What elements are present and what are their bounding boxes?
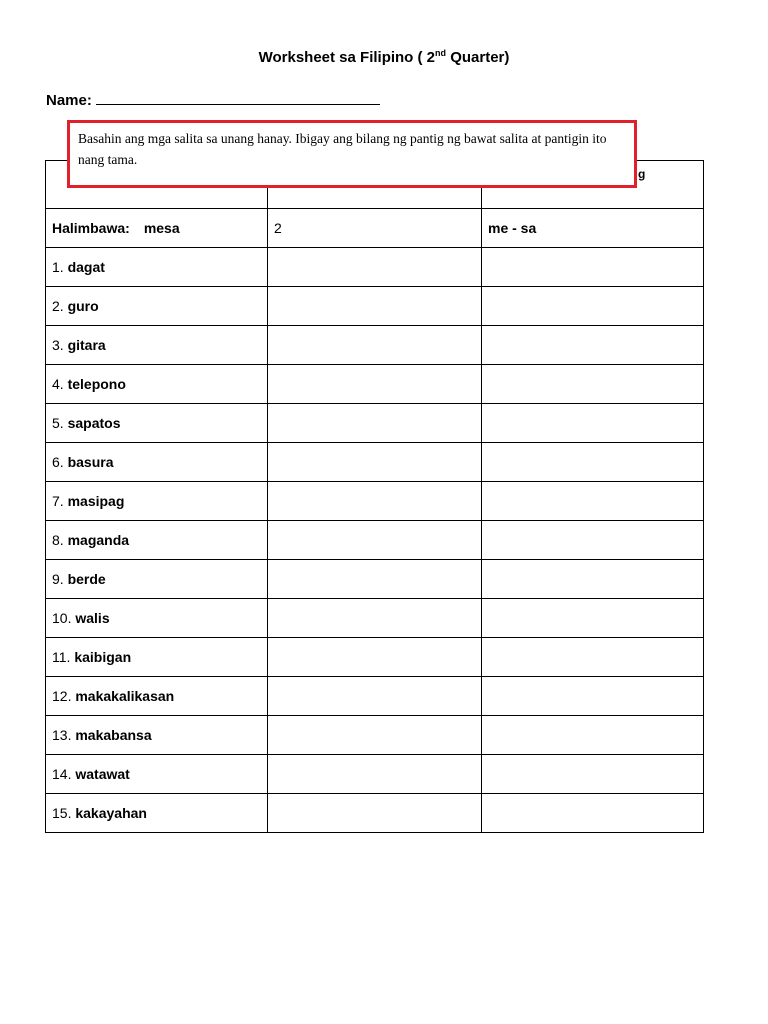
syllabication-cell[interactable] — [482, 404, 704, 443]
item-number: 2. — [52, 298, 64, 314]
item-word: masipag — [67, 493, 125, 509]
example-word: mesa — [143, 220, 180, 236]
table-row — [46, 599, 704, 638]
table-row — [46, 287, 704, 326]
name-field — [46, 88, 380, 109]
syllable-count-cell[interactable] — [268, 287, 482, 326]
syllabication-cell[interactable] — [482, 599, 704, 638]
item-rows — [46, 248, 704, 833]
word-cell — [46, 287, 268, 326]
item-number: 3. — [52, 337, 64, 353]
item-word: kaibigan — [74, 649, 132, 665]
item-number: 6. — [52, 454, 64, 470]
table-row — [46, 326, 704, 365]
syllable-count-cell[interactable] — [268, 443, 482, 482]
example-row — [46, 209, 704, 248]
item-number: 8. — [52, 532, 64, 548]
syllabication-cell[interactable] — [482, 521, 704, 560]
item-word: kakayahan — [75, 805, 147, 821]
syllable-count-cell[interactable] — [268, 677, 482, 716]
item-word: maganda — [67, 532, 130, 548]
word-cell — [46, 521, 268, 560]
table-row — [46, 482, 704, 521]
item-word: gitara — [67, 337, 106, 353]
table-row — [46, 677, 704, 716]
item-number: 11. — [52, 649, 71, 665]
syllable-count-cell[interactable] — [268, 599, 482, 638]
item-word: sapatos — [67, 415, 121, 431]
table-row — [46, 521, 704, 560]
word-cell — [46, 716, 268, 755]
table-row — [46, 365, 704, 404]
syllabication-cell[interactable] — [482, 248, 704, 287]
item-number: 13. — [52, 727, 72, 743]
word-cell — [46, 326, 268, 365]
word-cell — [46, 365, 268, 404]
item-word: basura — [67, 454, 114, 470]
syllable-count-cell[interactable] — [268, 755, 482, 794]
item-word: telepono — [67, 376, 126, 392]
word-cell — [46, 482, 268, 521]
table-row — [46, 248, 704, 287]
table-row — [46, 716, 704, 755]
item-word: dagat — [67, 259, 105, 275]
word-cell — [46, 599, 268, 638]
word-cell — [46, 794, 268, 833]
item-number: 12. — [52, 688, 72, 704]
syllable-count-cell[interactable] — [268, 326, 482, 365]
example-count: 2 — [268, 209, 482, 248]
example-syllables: me - sa — [482, 209, 704, 248]
item-number: 7. — [52, 493, 64, 509]
syllable-table — [45, 160, 704, 833]
header-text-peek: g — [638, 167, 646, 181]
syllable-count-cell[interactable] — [268, 521, 482, 560]
item-word: makakalikasan — [75, 688, 175, 704]
table-row — [46, 755, 704, 794]
syllable-count-cell[interactable] — [268, 716, 482, 755]
item-number: 9. — [52, 571, 64, 587]
word-cell — [46, 443, 268, 482]
syllable-count-cell[interactable] — [268, 794, 482, 833]
word-cell — [46, 677, 268, 716]
syllabication-cell[interactable] — [482, 716, 704, 755]
item-word: walis — [75, 610, 110, 626]
table-row — [46, 404, 704, 443]
table-row — [46, 560, 704, 599]
syllable-count-cell[interactable] — [268, 482, 482, 521]
name-blank-line[interactable] — [96, 88, 380, 105]
syllabication-cell[interactable] — [482, 326, 704, 365]
item-word: watawat — [75, 766, 130, 782]
item-number: 5. — [52, 415, 64, 431]
word-cell — [46, 755, 268, 794]
item-number: 14. — [52, 766, 72, 782]
worksheet-title: Worksheet sa Filipino ( 2nd Quarter) — [258, 48, 510, 66]
syllabication-cell[interactable] — [482, 638, 704, 677]
instruction-text: Basahin ang mga salita sa unang hanay. Ibigay ang bilang ng pantig ng bawat salita at pantigin ito nang tama. — [78, 131, 607, 167]
syllable-count-cell[interactable] — [268, 248, 482, 287]
table-row — [46, 443, 704, 482]
word-cell — [46, 404, 268, 443]
syllabication-cell[interactable] — [482, 443, 704, 482]
syllabication-cell[interactable] — [482, 560, 704, 599]
instruction-box — [67, 120, 637, 188]
item-number: 1. — [52, 259, 64, 275]
syllabication-cell[interactable] — [482, 482, 704, 521]
syllable-count-cell[interactable] — [268, 404, 482, 443]
syllabication-cell[interactable] — [482, 677, 704, 716]
example-word-cell — [46, 209, 268, 248]
item-word: berde — [67, 571, 106, 587]
syllabication-cell[interactable] — [482, 365, 704, 404]
name-label: Name: — [46, 92, 92, 109]
item-number: 15. — [52, 805, 72, 821]
item-word: makabansa — [75, 727, 152, 743]
word-cell — [46, 560, 268, 599]
item-number: 4. — [52, 376, 64, 392]
syllable-count-cell[interactable] — [268, 365, 482, 404]
syllable-count-cell[interactable] — [268, 638, 482, 677]
table-row — [46, 794, 704, 833]
item-number: 10. — [52, 610, 72, 626]
item-word: guro — [67, 298, 99, 314]
word-cell — [46, 248, 268, 287]
word-cell — [46, 638, 268, 677]
example-label: Halimbawa: — [52, 220, 130, 236]
table-row — [46, 638, 704, 677]
syllabication-cell[interactable] — [482, 287, 704, 326]
syllable-count-cell[interactable] — [268, 560, 482, 599]
syllabication-cell[interactable] — [482, 755, 704, 794]
syllabication-cell[interactable] — [482, 794, 704, 833]
